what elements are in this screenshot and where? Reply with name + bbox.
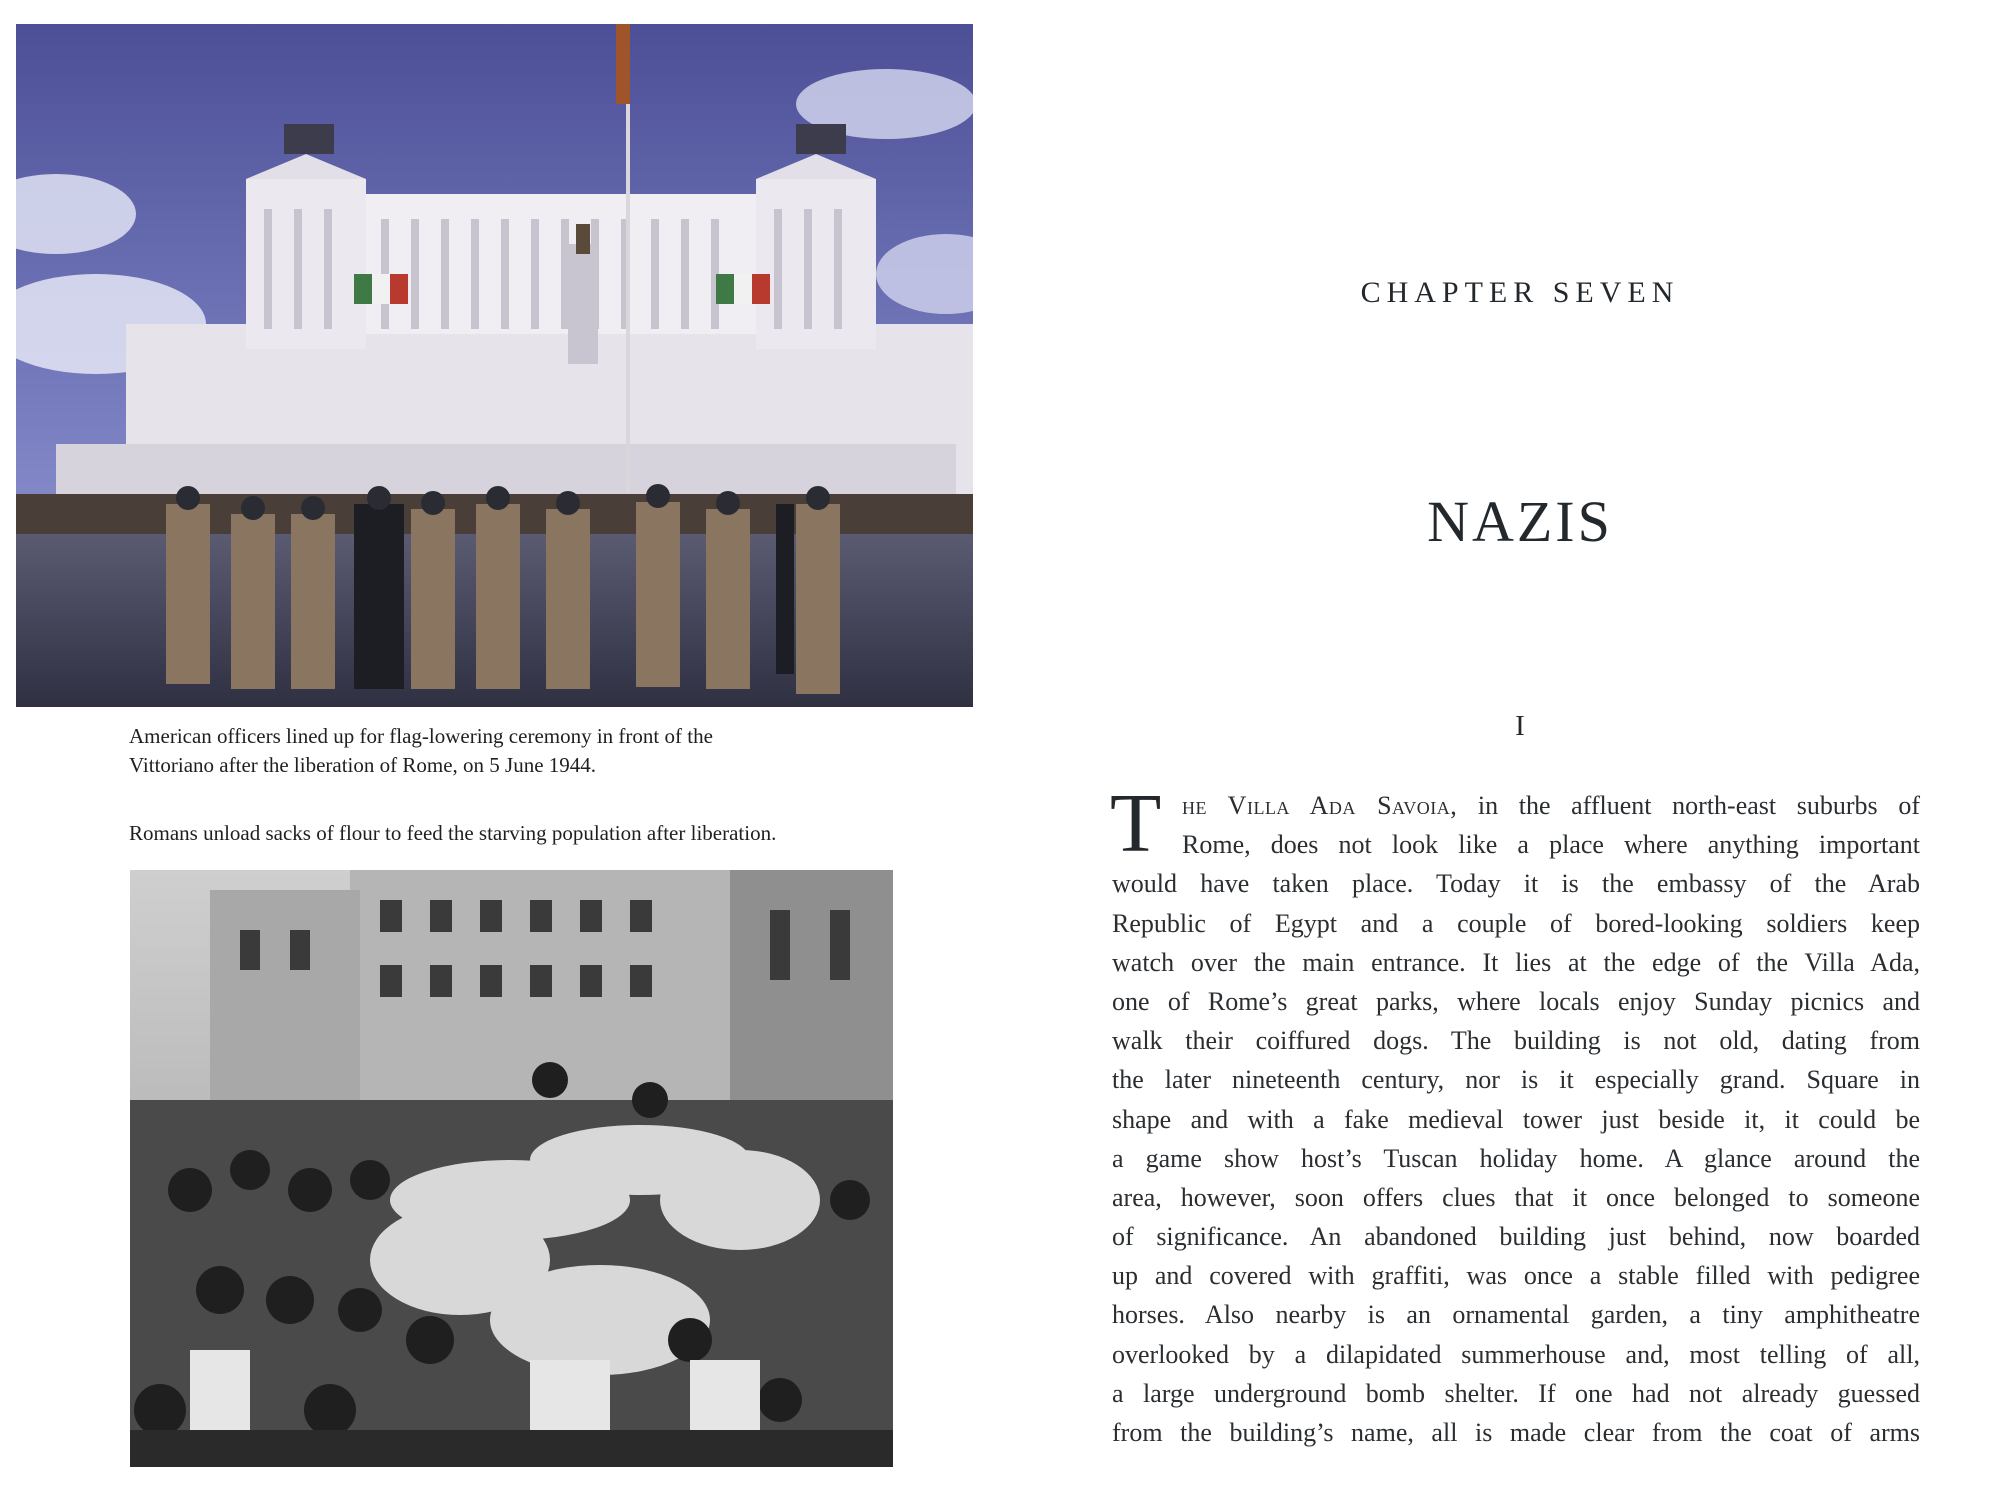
body-line-1-rest: in the affluent north-east suburbs of — [1457, 791, 1920, 820]
body-line-1 — [1112, 786, 1920, 825]
body-line: up and covered with graffiti, was once a stable filled with pedigree — [1112, 1261, 1920, 1291]
body-line: shape and with a fake medieval tower just beside it, it could be — [1112, 1104, 1920, 1134]
body-line: watch over the main entrance. It lies at the edge of the Villa Ada, — [1112, 947, 1920, 977]
body-line: walk their coiffured dogs. The building is not old, dating from — [1112, 1026, 1920, 1056]
body-line: Republic of Egypt and a couple of bored-looking soldiers keep — [1112, 908, 1920, 938]
drop-cap: T — [1110, 777, 1162, 870]
body-line: of significance. An abandoned building just behind, now boarded — [1112, 1222, 1920, 1252]
body-line: horses. Also nearby is an ornamental garden, a tiny amphitheatre — [1112, 1300, 1920, 1330]
vittoriano-photo — [16, 24, 973, 707]
caption-top-line-2: Vittoriano after the liberation of Rome, on 5 June 1944. — [129, 753, 597, 777]
body-text — [1110, 777, 1920, 1452]
vittoriano-photo-illustration — [16, 24, 973, 707]
body-line: Rome, does not look like a place where anything important — [1182, 830, 1920, 860]
body-line: from the building’s name, all is made clear from the coat of arms — [1112, 1418, 1920, 1447]
caption-bottom: Romans unload sacks of flour to feed the starving population after liberation. — [129, 821, 777, 845]
body-line: would have taken place. Today it is the embassy of the Arab — [1112, 869, 1920, 899]
body-line: one of Rome’s great parks, where locals enjoy Sunday picnics and — [1112, 986, 1920, 1016]
flour-sacks-photo — [130, 870, 893, 1467]
body-line: overlooked by a dilapidated summerhouse and, most telling of all, — [1112, 1339, 1920, 1369]
body-line: a large underground bomb shelter. If one had not already guessed — [1112, 1378, 1920, 1408]
section-numeral: I — [1515, 710, 1525, 742]
flour-sacks-photo-illustration — [130, 870, 893, 1467]
body-line: the later nineteenth century, nor is it especially grand. Square in — [1112, 1065, 1920, 1095]
chapter-label: CHAPTER SEVEN — [1360, 276, 1680, 309]
body-line: a game show host’s Tuscan holiday home. A glance around the — [1112, 1143, 1920, 1173]
body-line-1-smallcaps: he Villa Ada Savoia, — [1182, 791, 1458, 820]
caption-top-line-1: American officers lined up for flag-lowering ceremony in front of the — [129, 724, 713, 748]
caption-top — [129, 722, 829, 780]
body-line: area, however, soon offers clues that it once belonged to someone — [1112, 1182, 1920, 1212]
chapter-title: NAZIS — [1427, 489, 1613, 554]
